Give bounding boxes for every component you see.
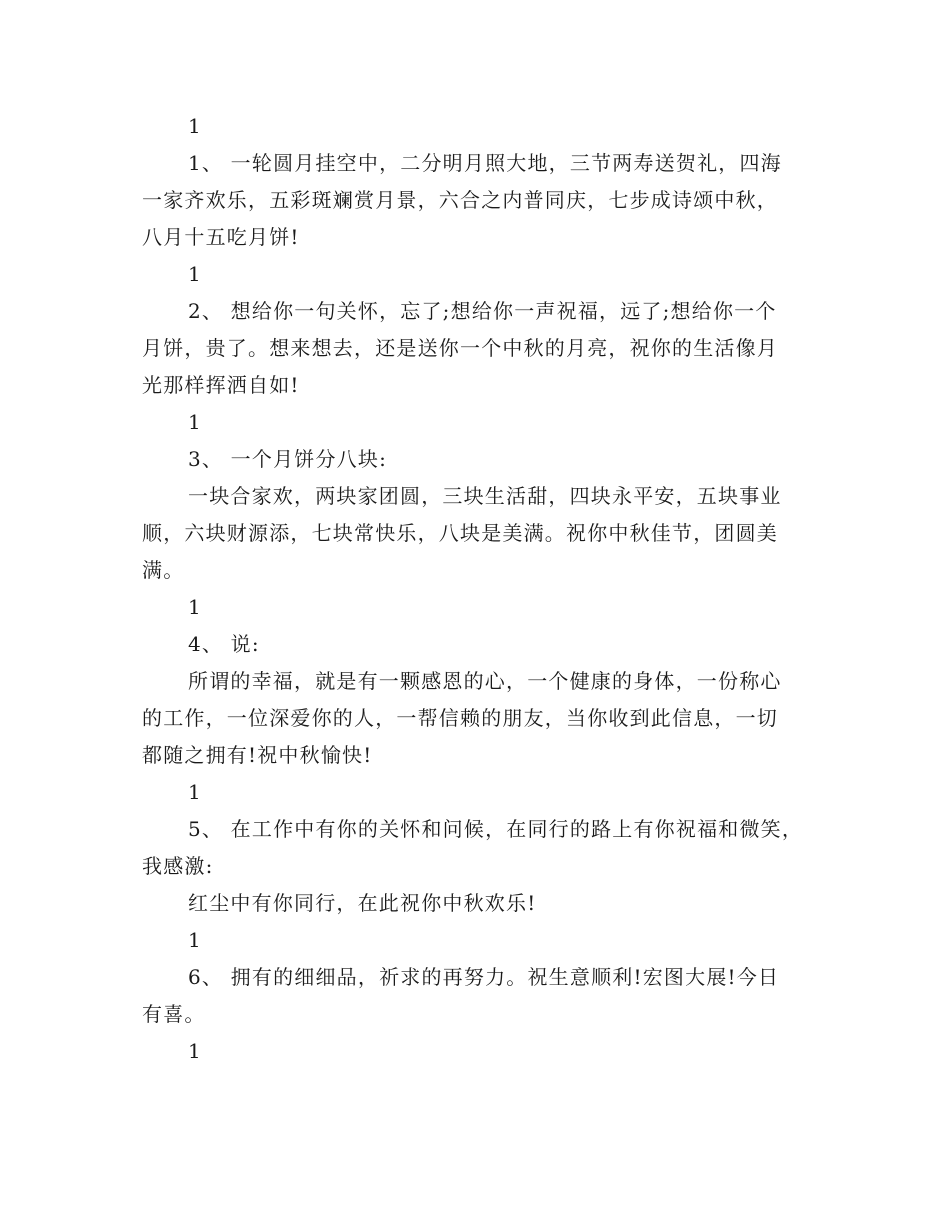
text-line: 6、 拥有的细细品，祈求的再努力。祝生意顺利!宏图大展!今日 bbox=[188, 965, 780, 989]
section-marker: 1 bbox=[188, 262, 202, 286]
text-line: 满。 bbox=[142, 558, 185, 582]
text-line: 1、 一轮圆月挂空中，二分明月照大地，三节两寿送贺礼，四海 bbox=[188, 151, 782, 175]
text-line: 红尘中有你同行，在此祝你中秋欢乐! bbox=[188, 891, 537, 915]
text-line: 3、 一个月饼分八块: bbox=[188, 447, 388, 471]
text-line: 光那样挥洒自如! bbox=[142, 373, 300, 397]
text-line: 我感激: bbox=[142, 854, 214, 878]
text-line: 的工作，一位深爱你的人，一帮信赖的朋友，当你收到此信息，一切 bbox=[142, 706, 778, 730]
section-marker: 1 bbox=[188, 114, 202, 138]
text-line: 都随之拥有!祝中秋愉快! bbox=[142, 743, 373, 767]
text-line: 顺，六块财源添，七块常快乐，八块是美满。祝你中秋佳节，团圆美 bbox=[142, 521, 778, 545]
section-marker: 1 bbox=[188, 928, 202, 952]
section-marker: 1 bbox=[188, 410, 202, 434]
text-line: 4、 说: bbox=[188, 632, 260, 656]
text-line: 5、 在工作中有你的关怀和问候，在同行的路上有你祝福和微笑， bbox=[188, 817, 804, 841]
text-line: 有喜。 bbox=[142, 1002, 206, 1026]
section-marker: 1 bbox=[188, 1039, 202, 1063]
text-line: 一家齐欢乐，五彩斑斓赏月景，六合之内普同庆，七步成诗颂中秋， bbox=[142, 188, 778, 212]
text-line: 所谓的幸福，就是有一颗感恩的心，一个健康的身体，一份称心 bbox=[188, 669, 782, 693]
section-marker: 1 bbox=[188, 595, 202, 619]
section-marker: 1 bbox=[188, 780, 202, 804]
text-line: 八月十五吃月饼! bbox=[142, 225, 300, 249]
text-line: 一块合家欢，两块家团圆，三块生活甜，四块永平安，五块事业 bbox=[188, 484, 782, 508]
text-line: 月饼，贵了。想来想去，还是送你一个中秋的月亮，祝你的生活像月 bbox=[142, 336, 778, 360]
text-line: 2、 想给你一句关怀，忘了;想给你一声祝福，远了;想给你一个 bbox=[188, 299, 777, 323]
document-page bbox=[142, 108, 808, 1070]
